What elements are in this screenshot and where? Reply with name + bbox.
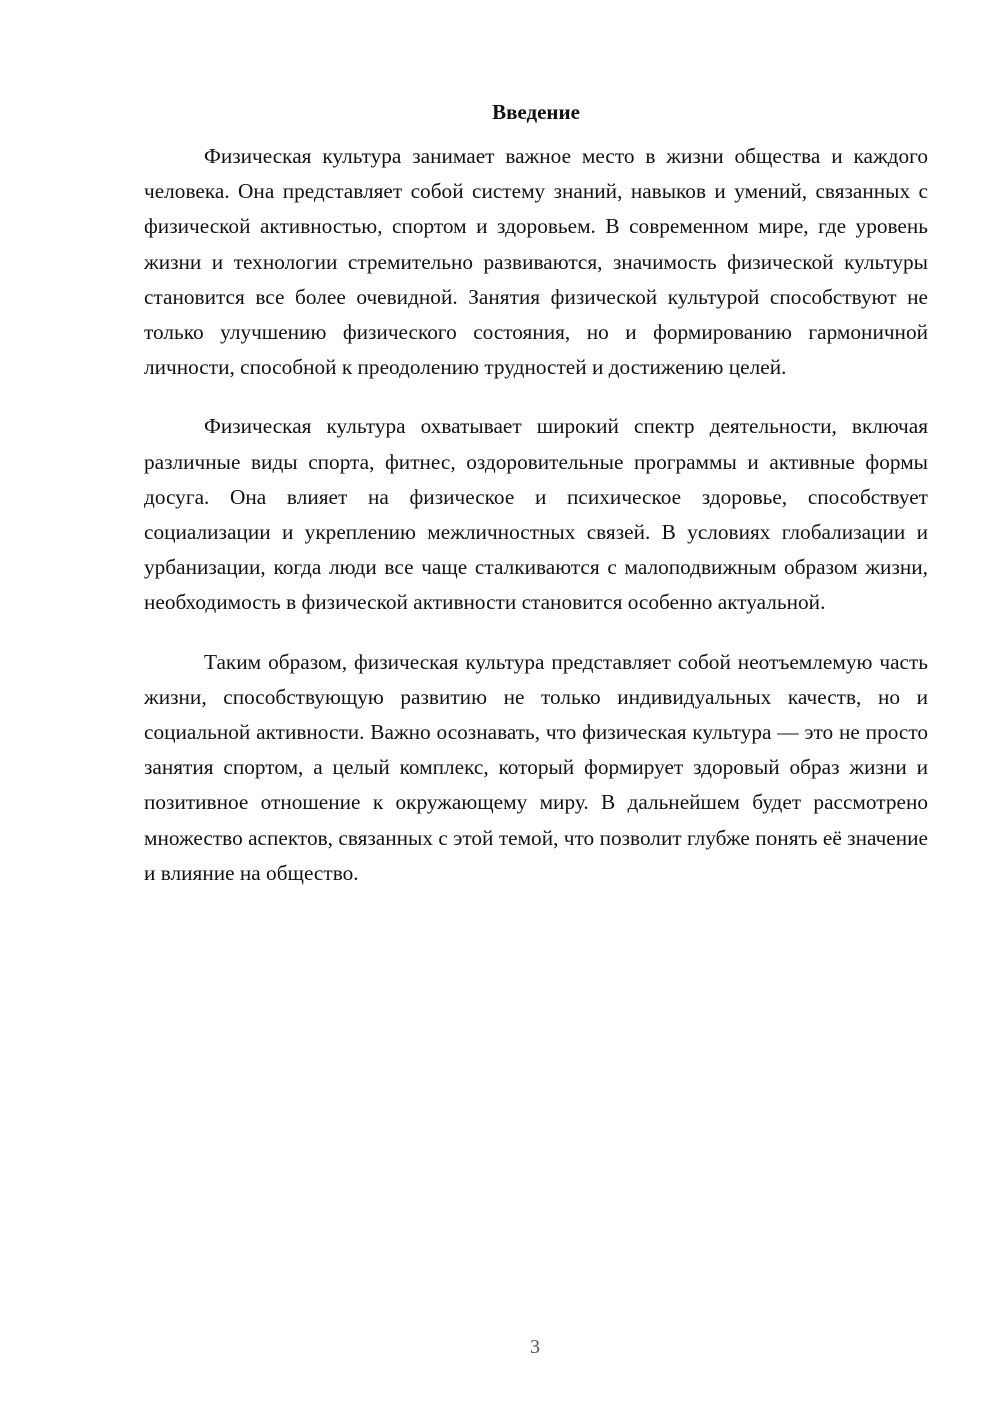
section-heading: Введение bbox=[492, 100, 580, 124]
page-content bbox=[144, 97, 928, 915]
paragraph-1: Физическая культура занимает важное место в жизни общества и каждого человека. Она представляет собой систему знаний, навыков и умений, связанных с физической активностью, спортом и здоровьем. В современном мире, где уровень жизни и технологии стремительно развиваются, значимость физической культуры становится все более очевидной. Занятия физической культурой способствуют не только улучшению физического состояния, но и формированию гармоничной личности, способной к преодолению трудностей и достижению целей. bbox=[144, 144, 928, 380]
paragraph-3: Таким образом, физическая культура представляет собой неотъемлемую часть жизни, способствующую развитию не только индивидуальных качеств, но и социальной активности. Важно осознавать, что физическая культура — это не просто занятия спортом, а целый комплекс, который формирует здоровый образ жизни и позитивное отношение к окружающему миру. В дальнейшем будет рассмотрено множество аспектов, связанных с этой темой, что позволит глубже понять её значение и влияние на общество. bbox=[144, 649, 928, 885]
page-number: 3 bbox=[530, 1336, 540, 1358]
paragraph-2: Физическая культура охватывает широкий спектр деятельности, включая различные виды спорта, фитнес, оздоровительные программы и активные формы досуга. Она влияет на физическое и психическое здоровье, способствует социализации и укреплению межличностных связей. В условиях глобализации и урбанизации, когда люди все чаще сталкиваются с малоподвижным образом жизни, необходимость в физической активности становится особенно актуальной. bbox=[144, 414, 928, 615]
